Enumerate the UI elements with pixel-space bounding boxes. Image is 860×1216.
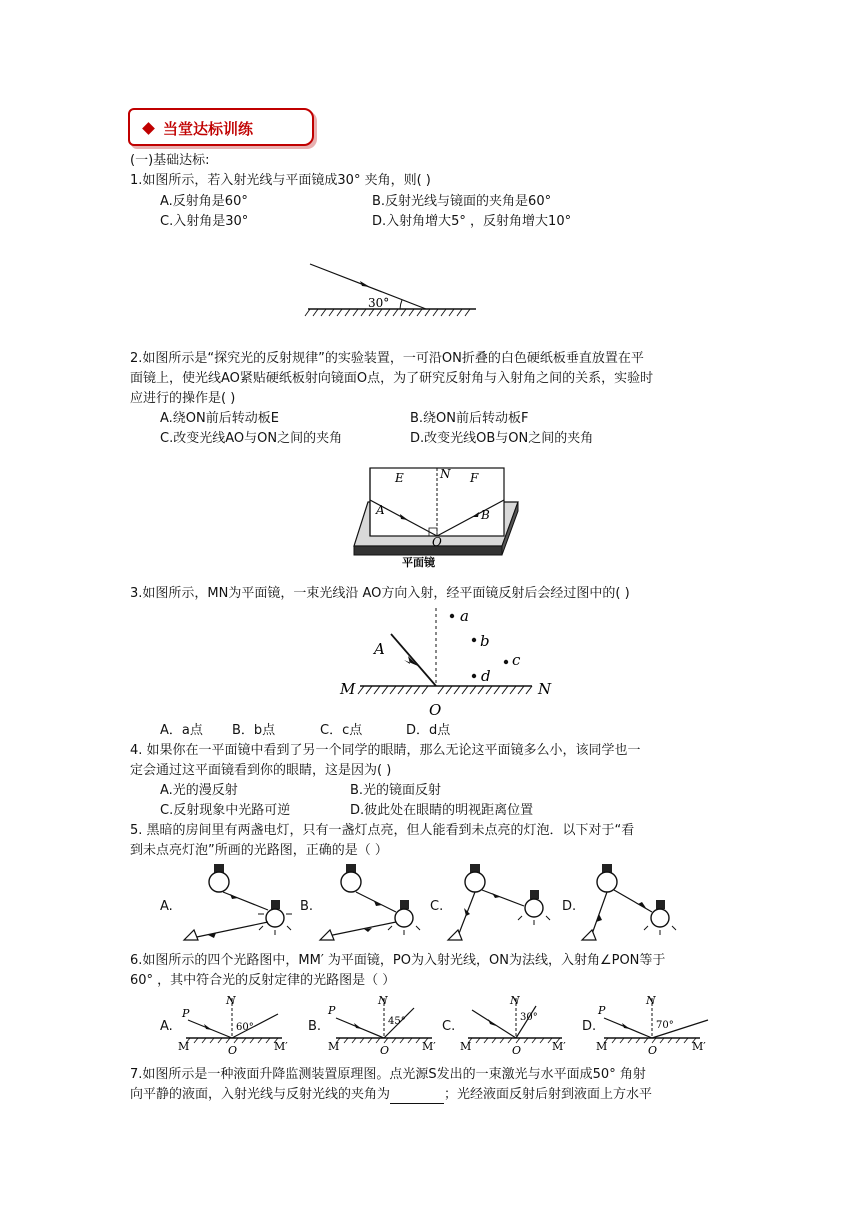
q3-stem: 3.如图所示，MN为平面镜，一束光线沿 AO方向入射，经平面镜反射后会经过图中的( ) xyxy=(130,586,630,601)
q1-option-b: B.反射光线与镜面的夹角是60° xyxy=(372,194,552,209)
q7-line2-after: ；光经液面反射后射到液面上方水平 xyxy=(444,1087,653,1102)
q4-stem-line2: 定会通过这平面镜看到你的眼睛，这是因为( ) xyxy=(130,763,392,778)
q6d-label-m2: M′ xyxy=(692,1040,706,1053)
q6-stem-line1: 6.如图所示的四个光路图中，MM′ 为平面镜，PO为入射光线，ON为法线，入射角∠PON等于 xyxy=(130,953,666,968)
subsection-heading: (一)基础达标: xyxy=(130,153,210,168)
q5-figure-a xyxy=(178,860,302,944)
lit-bulb-icon xyxy=(258,900,292,935)
eye-icon xyxy=(582,930,596,940)
q6d-angle: 70° xyxy=(656,1020,674,1031)
q4-option-d: D.彼此处在眼睛的明视距离位置 xyxy=(350,803,534,818)
q2-label-f: F xyxy=(470,471,479,485)
q1-figure xyxy=(300,258,480,320)
q2-stem-line1: 2.如图所示是“探究光的反射规律”的实验装置，一可沿ON折叠的白色硬纸板垂直放置在平 xyxy=(130,351,644,366)
q6-option-d: D. xyxy=(582,1019,597,1034)
q7-line1: 7.如图所示是一种液面升降监测装置原理图。点光源S发出的一束激光与水平面成50° 角射 xyxy=(130,1067,646,1082)
q6c-angle: 30° xyxy=(520,1012,538,1023)
unlit-bulb-icon xyxy=(209,864,229,892)
q1-stem: 1.如图所示，若入射光线与平面镜成30° 夹角，则( ) xyxy=(130,173,431,188)
q6a-label-p: P xyxy=(182,1007,190,1020)
q6a-label-n: N xyxy=(226,994,236,1007)
q6a-label-o: O xyxy=(228,1044,238,1056)
q6a-label-m: M xyxy=(178,1040,190,1053)
q6c-label-o: O xyxy=(512,1044,522,1056)
q3-label-o: O xyxy=(429,701,442,719)
q6d-label-m: M xyxy=(596,1040,608,1053)
eye-icon xyxy=(184,930,198,940)
q2-option-d: D.改变光线OB与ON之间的夹角 xyxy=(410,431,594,446)
q2-stem-line2: 面镜上，使光线AO紧贴硬纸板射向镜面O点，为了研究反射角与入射角之间的关系，实验时 xyxy=(130,371,654,386)
q6c-label-m2: M′ xyxy=(552,1040,566,1053)
q5-figure-c xyxy=(440,860,560,944)
q5-option-a: A. xyxy=(160,899,173,914)
q5-figure-b xyxy=(312,860,432,944)
q6c-label-n: N xyxy=(510,994,520,1007)
q6c-label-m: M xyxy=(460,1040,472,1053)
lit-bulb-icon xyxy=(388,900,420,935)
q2-label-a: A xyxy=(376,503,385,517)
q2-option-a: A.绕ON前后转动板E xyxy=(160,411,279,426)
q2-mirror-label: 平面镜 xyxy=(402,556,435,568)
q1-option-d: D.入射角增大5° ，反射角增大10° xyxy=(372,214,572,229)
q6d-label-o: O xyxy=(648,1044,658,1056)
q6-figure-b xyxy=(322,992,442,1056)
q3-figure xyxy=(336,604,566,720)
q2-label-b: B xyxy=(481,508,490,522)
q6a-label-m2: M′ xyxy=(274,1040,288,1053)
q3-label-n: N xyxy=(538,680,552,698)
section-title: 当堂达标训练 xyxy=(144,118,253,139)
q5-option-c: C. xyxy=(430,899,444,914)
q6-option-c: C. xyxy=(442,1019,456,1034)
q6b-label-p: P xyxy=(328,1004,336,1017)
q7-line2 xyxy=(130,1086,652,1104)
q6b-label-m2: M′ xyxy=(422,1040,436,1053)
q6b-angle: 45° xyxy=(388,1016,406,1027)
q2-label-n: N xyxy=(440,467,451,481)
q6b-label-n: N xyxy=(378,994,388,1007)
q4-option-b: B.光的镜面反射 xyxy=(350,783,442,798)
q2-stem-line3: 应进行的操作是( ) xyxy=(130,391,236,406)
q5-figure-d xyxy=(572,860,692,944)
q2-option-b: B.绕ON前后转动板F xyxy=(410,411,529,426)
q5-option-b: B. xyxy=(300,899,314,914)
q3-label-a: a xyxy=(460,607,469,625)
q1-option-a: A.反射角是60° xyxy=(160,194,248,209)
q3-label-m: M xyxy=(340,680,356,698)
q3-label-c: c xyxy=(512,651,521,669)
q6-option-b: B. xyxy=(308,1019,322,1034)
q2-figure xyxy=(348,462,524,568)
q6-figure-c xyxy=(452,992,572,1056)
q5-stem-line2: 到未点亮灯泡”所画的光路图，正确的是（ ） xyxy=(130,843,388,858)
eye-icon xyxy=(320,930,334,940)
q1-option-c: C.入射角是30° xyxy=(160,214,249,229)
q6-option-a: A. xyxy=(160,1019,173,1034)
q2-label-e: E xyxy=(395,471,404,485)
q7-line2-before: 向平静的液面，入射光线与反射光线的夹角为 xyxy=(130,1087,391,1102)
unlit-bulb-icon xyxy=(465,864,485,892)
q3-label-d: d xyxy=(481,667,491,685)
q3-option-c: C．c点 xyxy=(320,723,363,738)
q6-stem-line2: 60° ，其中符合光的反射定律的光路图是（ ） xyxy=(130,973,396,988)
q3-option-a: A．a点 xyxy=(160,723,203,738)
q6a-angle: 60° xyxy=(236,1022,254,1033)
q6b-label-o: O xyxy=(380,1044,390,1056)
unlit-bulb-icon xyxy=(597,864,617,892)
q4-option-c: C.反射现象中光路可逆 xyxy=(160,803,291,818)
unlit-bulb-icon xyxy=(341,864,361,892)
q3-option-d: D．d点 xyxy=(406,723,451,738)
section-header xyxy=(128,108,314,146)
q5-stem-line1: 5. 黑暗的房间里有两盏电灯，只有一盏灯点亮，但人能看到未点亮的灯泡．以下对于“看 xyxy=(130,823,635,838)
q3-option-b: B．b点 xyxy=(232,723,276,738)
q7-answer-blank[interactable] xyxy=(390,1091,444,1104)
q6-figure-d xyxy=(596,992,720,1056)
q4-option-a: A.光的漫反射 xyxy=(160,783,238,798)
q5-option-d: D. xyxy=(562,899,577,914)
q6d-label-p: P xyxy=(598,1004,606,1017)
q2-label-o: O xyxy=(432,535,442,549)
q1-angle-label: 30° xyxy=(368,296,390,310)
q3-label-a-upper: A xyxy=(374,640,385,658)
lit-bulb-icon xyxy=(518,890,550,925)
lit-bulb-icon xyxy=(644,900,676,935)
diamond-icon xyxy=(142,122,155,135)
q3-label-b: b xyxy=(480,632,490,650)
q2-option-c: C.改变光线AO与ON之间的夹角 xyxy=(160,431,343,446)
q4-stem-line1: 4. 如果你在一平面镜中看到了另一个同学的眼睛，那么无论这平面镜多么小，该同学也一 xyxy=(130,743,641,758)
q6d-label-n: N xyxy=(646,994,656,1007)
q6b-label-m: M xyxy=(328,1040,340,1053)
q6-figure-a xyxy=(178,992,298,1056)
